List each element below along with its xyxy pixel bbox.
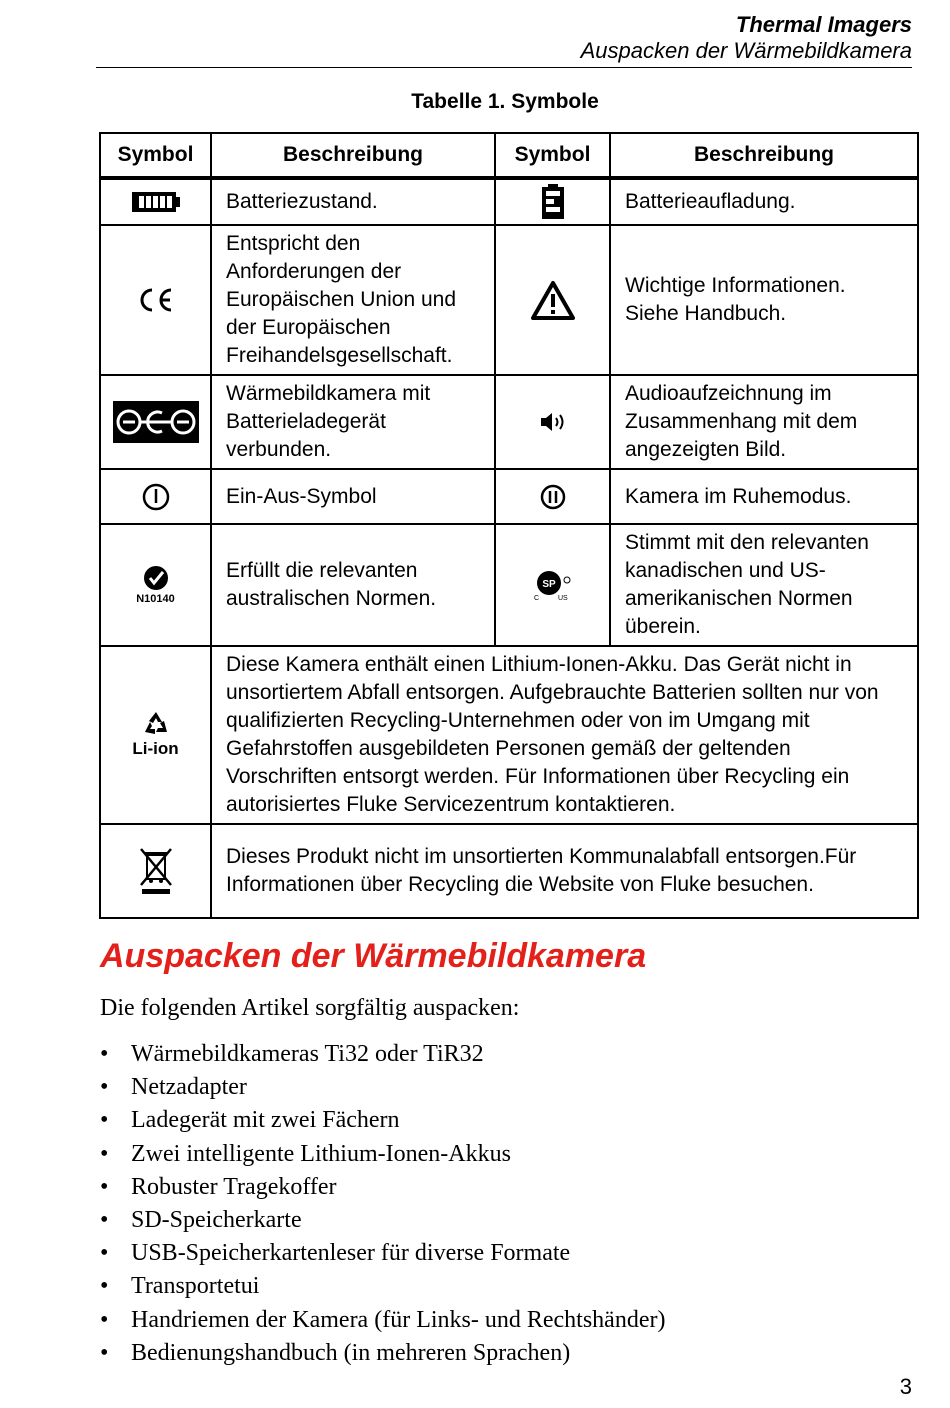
battery-level-icon bbox=[131, 190, 181, 213]
weee-bin-icon bbox=[139, 859, 173, 882]
header-rule bbox=[96, 67, 912, 68]
table-row bbox=[100, 646, 918, 824]
list-item: • Netzadapter bbox=[100, 1071, 665, 1104]
description-cell: Erfüllt die relevanten australischen Normen. bbox=[211, 524, 495, 646]
list-item: • Handriemen der Kamera (für Links- und Rechtshänder) bbox=[100, 1304, 665, 1337]
list-item: • Robuster Tragekoffer bbox=[100, 1171, 665, 1204]
running-header-title: Thermal Imagers bbox=[735, 12, 912, 37]
table-header-row bbox=[100, 133, 918, 178]
symbol-cell bbox=[100, 178, 211, 225]
table-row bbox=[100, 469, 918, 524]
running-header-subtitle: Auspacken der Wärmebildkamera bbox=[580, 38, 912, 63]
description-cell: Wichtige Informationen. Siehe Handbuch. bbox=[610, 225, 918, 375]
column-header-symbol: Symbol bbox=[100, 133, 211, 178]
table-row bbox=[100, 225, 918, 375]
table-row bbox=[100, 824, 918, 918]
section-title: Auspacken der Wärmebildkamera bbox=[100, 937, 647, 975]
description-cell: Batteriezustand. bbox=[211, 178, 495, 225]
symbol-cell bbox=[495, 375, 610, 469]
symbol-cell bbox=[100, 524, 211, 646]
warning-triangle-icon bbox=[531, 288, 575, 311]
power-icon bbox=[142, 484, 170, 507]
svg-text:US: US bbox=[557, 595, 568, 602]
description-cell: Batterieaufladung. bbox=[610, 178, 918, 225]
table-caption: Tabelle 1. Symbole bbox=[411, 90, 599, 113]
description-cell: Entspricht den Anforderungen der Europäischen Union und der Europäischen Freihandelsgesellschaft. bbox=[211, 225, 495, 375]
table-row bbox=[100, 524, 918, 646]
symbols-table bbox=[99, 132, 919, 919]
description-cell: Ein-Aus-Symbol bbox=[211, 469, 495, 524]
list-item: • USB-Speicherkartenleser für diverse Formate bbox=[100, 1237, 665, 1270]
unpack-list bbox=[100, 1038, 665, 1370]
symbol-cell bbox=[100, 469, 211, 524]
description-cell: Audioaufzeichnung im Zusammenhang mit dem angezeigten Bild. bbox=[610, 375, 918, 469]
symbol-cell bbox=[495, 178, 610, 225]
list-item: • Ladegerät mit zwei Fächern bbox=[100, 1104, 665, 1137]
svg-text:C: C bbox=[533, 595, 539, 602]
list-item: • Transportetui bbox=[100, 1270, 665, 1303]
section-intro: Die folgenden Artikel sorgfältig auspacken: bbox=[100, 995, 520, 1021]
symbol-cell bbox=[495, 524, 610, 646]
table-row bbox=[100, 375, 918, 469]
symbol-cell bbox=[495, 225, 610, 375]
column-header-symbol: Symbol bbox=[495, 133, 610, 178]
description-cell: Kamera im Ruhemodus. bbox=[610, 469, 918, 524]
charger-connected-icon bbox=[113, 410, 199, 433]
symbol-cell bbox=[100, 824, 211, 918]
page-number: 3 bbox=[899, 1374, 912, 1399]
table-row bbox=[100, 178, 918, 225]
list-item: • SD-Speicherkarte bbox=[100, 1204, 665, 1237]
battery-charging-icon bbox=[540, 190, 566, 213]
list-item: • Zwei intelligente Lithium-Ionen-Akkus bbox=[100, 1138, 665, 1171]
ce-mark-icon bbox=[137, 288, 175, 311]
li-ion-label: Li-ion bbox=[132, 739, 179, 759]
description-cell: Diese Kamera enthält einen Lithium-Ionen-Akku. Das Gerät nicht in unsortiertem Abfall entsorgen. Aufgebrauchte Batterien sollten nur von qualifizierten Recycling-Unternehmen oder von im Umgang mit Gefahrstoffen ausgebildeten Personen gemäß der geltenden Vorschriften entsorgt werden. Für Informationen über Recycling ein autorisiertes Fluke Servicezentrum kontaktieren. bbox=[211, 646, 918, 824]
description-cell: Dieses Produkt nicht im unsortierten Kommunalabfall entsorgen.Für Informationen über Recycling die Website von Fluke besuchen. bbox=[211, 824, 918, 918]
column-header-description: Beschreibung bbox=[610, 133, 918, 178]
csa-mark-icon bbox=[531, 573, 575, 602]
description-cell: Stimmt mit den relevanten kanadischen und US-amerikanischen Normen überein. bbox=[610, 524, 918, 646]
symbol-cell bbox=[100, 225, 211, 375]
list-item: • Bedienungshandbuch (in mehreren Sprachen) bbox=[100, 1337, 665, 1370]
recycle-icon bbox=[101, 710, 210, 738]
symbol-cell bbox=[100, 375, 211, 469]
column-header-description: Beschreibung bbox=[211, 133, 495, 178]
c-tick-icon bbox=[101, 564, 210, 592]
audio-speaker-icon bbox=[539, 410, 567, 433]
symbol-cell bbox=[495, 469, 610, 524]
symbol-cell bbox=[100, 646, 211, 824]
list-item: • Wärmebildkameras Ti32 oder TiR32 bbox=[100, 1038, 665, 1071]
svg-text:SP: SP bbox=[541, 579, 556, 590]
sleep-pause-icon bbox=[540, 485, 566, 508]
description-cell: Wärmebildkamera mit Batterieladegerät verbunden. bbox=[211, 375, 495, 469]
c-tick-label: N10140 bbox=[136, 593, 175, 605]
